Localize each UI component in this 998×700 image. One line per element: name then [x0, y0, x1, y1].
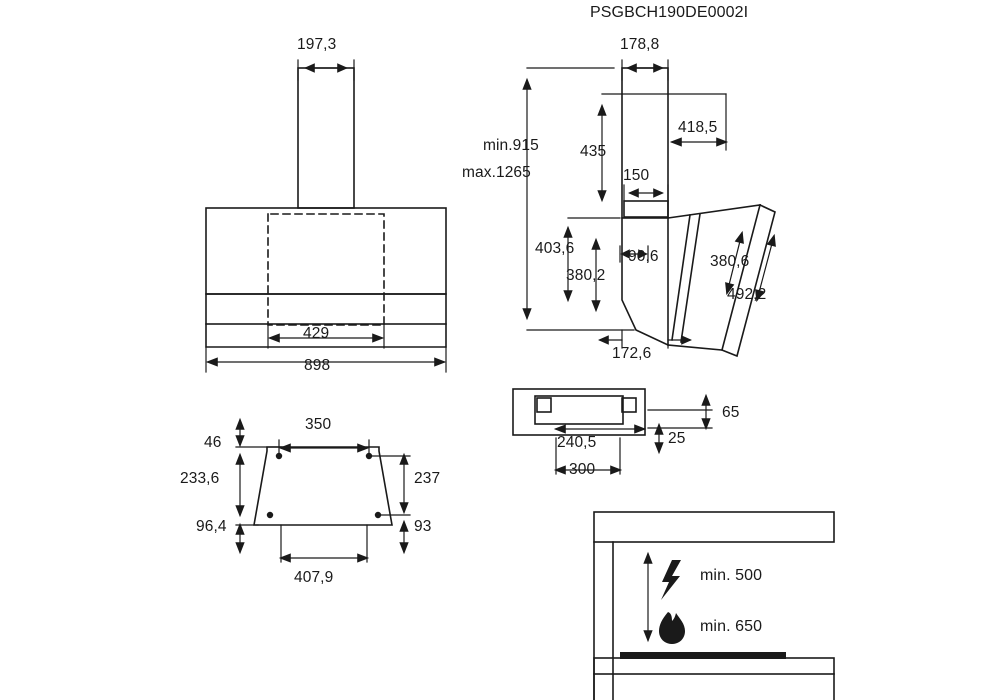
- dim-label-150: 150: [623, 167, 650, 184]
- dim-96-4: [236, 525, 258, 552]
- dim-label-407-9: 407,9: [294, 569, 334, 586]
- clearance-dim-arrows: [645, 554, 652, 640]
- template-holes: [268, 454, 381, 518]
- template-outline: [254, 447, 392, 525]
- dim-240-5: [556, 426, 644, 433]
- height-note-max: max.1265: [462, 164, 531, 181]
- dim-150: [624, 185, 668, 201]
- dim-label-403-6: 403,6: [535, 240, 575, 257]
- dim-label-93: 93: [414, 518, 432, 535]
- side-view-motor-box: [624, 201, 668, 217]
- dim-233-6: [237, 455, 244, 515]
- dim-label-65: 65: [722, 404, 740, 421]
- dim-237: [371, 455, 410, 515]
- clearance-cooktop: [594, 652, 834, 700]
- dim-46: [236, 420, 282, 447]
- dim-label-418-5: 418,5: [678, 119, 718, 136]
- front-view-glass-outline: [268, 214, 384, 325]
- dim-label-96-4: 96,4: [196, 518, 227, 535]
- dim-label-350: 350: [305, 416, 332, 433]
- dim-407-9: [281, 525, 367, 562]
- dim-label-435: 435: [580, 143, 607, 160]
- dim-label-237: 237: [414, 470, 441, 487]
- dim-label-380-2: 380,2: [566, 267, 606, 284]
- dim-label-197-3: 197,3: [297, 36, 337, 53]
- side-view-body: [622, 205, 775, 356]
- height-note-min: min.915: [483, 137, 539, 154]
- dim-label-300: 300: [569, 461, 596, 478]
- dim-label-240-5: 240,5: [557, 434, 597, 451]
- flame-icon: [659, 612, 685, 644]
- dim-label-46: 46: [204, 434, 222, 451]
- dim-label-898: 898: [304, 357, 331, 374]
- dim-197-3: [298, 60, 354, 80]
- dim-178-8: [622, 60, 668, 80]
- front-view-chimney: [298, 68, 354, 208]
- dim-label-90-6: 90,6: [628, 248, 659, 265]
- side-view-chimney: [622, 68, 668, 218]
- dim-label-492-2: 492,2: [727, 286, 767, 303]
- clearance-wall: [594, 542, 613, 700]
- dim-350: [279, 440, 369, 458]
- dim-min915-max1265: [524, 68, 635, 330]
- dim-label-178-8: 178,8: [620, 36, 660, 53]
- dim-label-25: 25: [668, 430, 686, 447]
- dim-label-233-6: 233,6: [180, 470, 220, 487]
- drawing-title: PSGBCH190DE0002I: [590, 4, 749, 21]
- dim-93: [401, 522, 408, 552]
- dim-label-380-6: 380,6: [710, 253, 750, 270]
- dim-label-429: 429: [303, 325, 330, 342]
- dim-403-6: [565, 218, 621, 300]
- dim-label-172-6: 172,6: [612, 345, 652, 362]
- dim-25: [656, 425, 663, 452]
- clearance-hood: [594, 512, 834, 542]
- dim-65: [648, 396, 712, 428]
- clearance-label-electric: min. 500: [700, 567, 763, 584]
- top-view-body: [513, 389, 645, 435]
- lightning-bolt-icon: [661, 560, 681, 600]
- clearance-label-gas: min. 650: [700, 618, 763, 635]
